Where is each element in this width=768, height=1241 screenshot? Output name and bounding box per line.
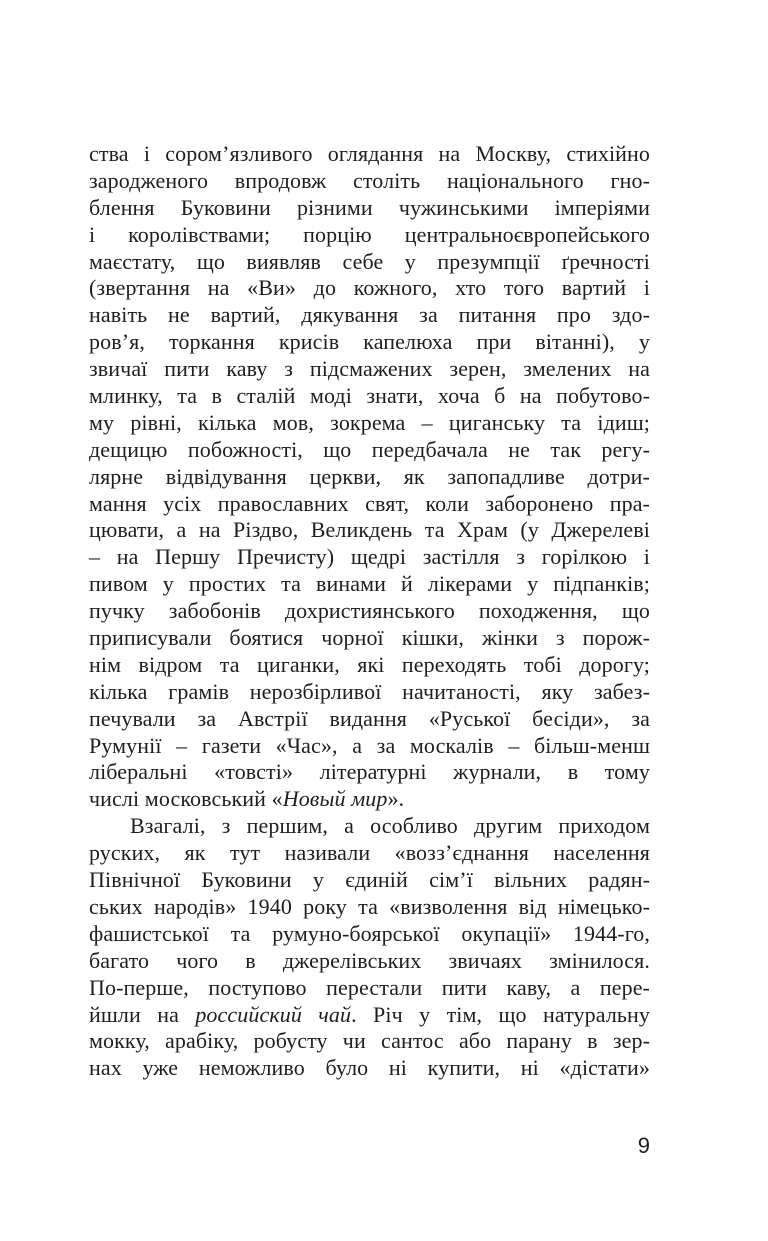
paragraph-2-tail [89,1028,650,1082]
text-span: числі московський « [89,786,283,812]
text-span: . Річ у тім, що натуральну [351,1001,651,1027]
paragraph-2-italic-line [89,1002,650,1029]
text-span: ». [387,786,405,812]
text-line: нім відром та циганки, які переходять тобі дорогу; [89,651,650,677]
text-line: пивом у простих та винами й лікерами у підпанків; [89,571,650,597]
text-line: печували за Австрії видання «Руської бесіди», за [89,705,650,731]
text-line: звичаї пити каву з підсмажених зерен, змелених на [89,356,650,382]
text-line: Румунії – газети «Час», а за москалів – більш-менш [89,732,650,758]
text-line: нах уже неможливо було ні купити, ні «дістати» [89,1055,650,1081]
paragraph-2 [89,813,650,1001]
paragraph-1 [89,141,650,786]
text-line: пучку забобонів дохристиянського походження, що [89,598,650,624]
text-line: мокку, арабіку, робусту чи сантос або парану в зер- [89,1028,650,1054]
text-line: приписували боятися чорної кішки, жінки з порож- [89,625,650,651]
text-line: лярне відвідування церкви, як запопадливе дотри- [89,463,650,489]
text-line: цювати, а на Різдво, Великдень та Храм (у Джерелеві [89,517,650,543]
text-line: фашистської та румуно-боярської окупації» 1944-го, [89,920,650,946]
text-span: йшли на [89,1001,196,1027]
text-line: і королівствами; порцію центральноєвропейського [89,221,650,247]
text-line: млинку, та в сталій моді знати, хоча б на побутово- [89,383,650,409]
page-number: 9 [637,1133,650,1158]
italic-title: Новый мир [282,786,388,812]
text-line: руских, як тут називали «возз’єднання населення [89,840,650,866]
text-line: маєстату, що виявляв себе у презумпції ґречності [89,248,650,274]
text-line: ров’я, торкання крисів капелюха при вітанні), у [89,329,650,355]
text-line: блення Буковини різними чужинськими імперіями [89,194,650,220]
text-line: зародженого впродовж століть національного гно- [89,167,650,193]
text-line: Взагалі, з першим, а особливо другим приходом [130,813,650,839]
paragraph-1-last-line [89,786,650,813]
body-text [89,141,650,1082]
text-line: навіть не вартий, дякування за питання про здо- [89,302,650,328]
text-line: кілька грамів нерозбірливої начитаності, яку забез- [89,678,650,704]
text-line: – на Першу Пречисту) щедрі застілля з горілкою і [89,544,650,570]
text-line: ліберальні «товсті» літературні журнали, в тому [89,759,650,785]
text-line: мання усіх православних свят, коли заборонено пра- [89,490,650,516]
text-line: багато чого в джерелівських звичаях змінилося. [89,947,650,973]
text-line: Північної Буковини у єдиній сім’ї вільних радян- [89,867,650,893]
text-line: дещицю побожності, що передбачала не так регу- [89,436,650,462]
text-line: (звертання на «Ви» до кожного, хто того вартий і [89,275,650,301]
text-line: ських народів» 1940 року та «визволення від німецько- [89,893,650,919]
italic-phrase: российский чай [195,1001,352,1027]
text-line: ства і сором’язливого оглядання на Москву, стихійно [89,141,650,166]
text-line: По-перше, поступово перестали пити каву, а пере- [89,974,650,1000]
text-line: му рівні, кілька мов, зокрема – циганську та ідиш; [89,409,650,435]
